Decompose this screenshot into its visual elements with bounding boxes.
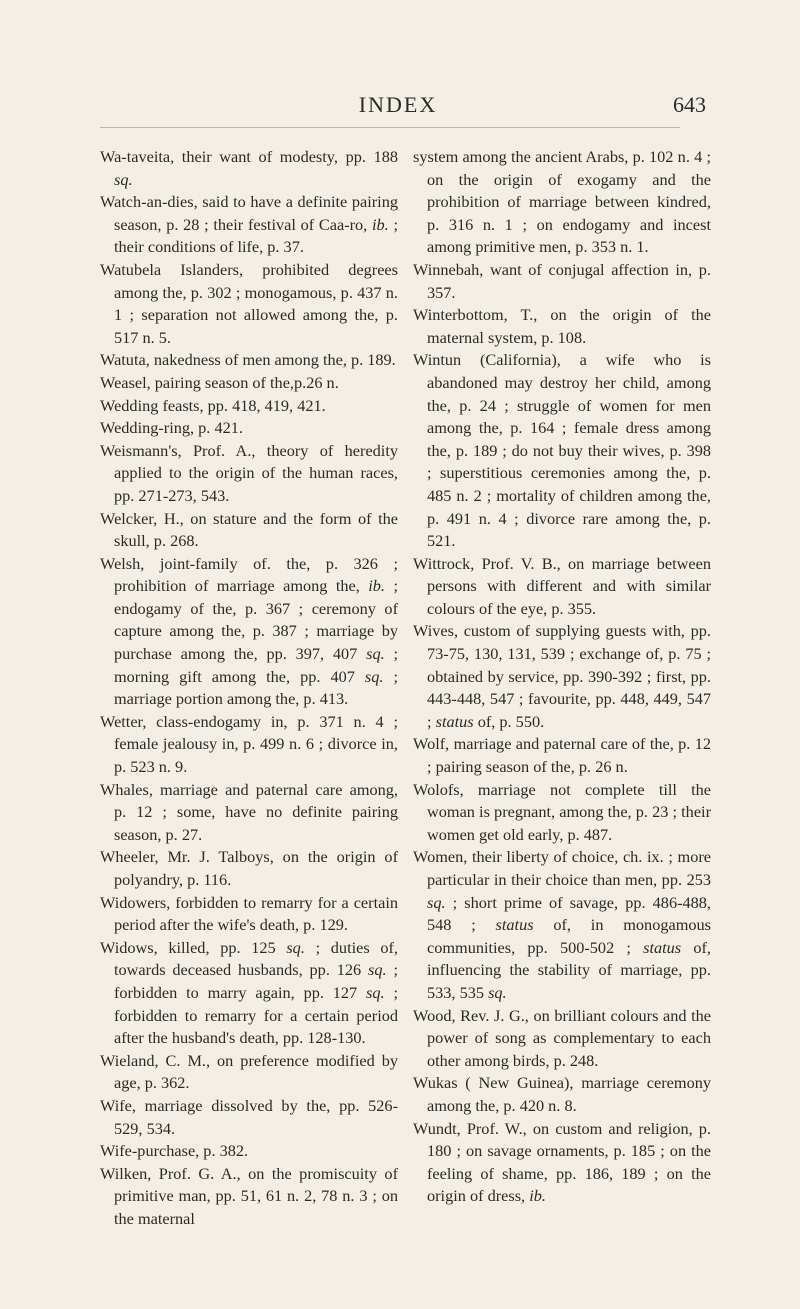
index-entry: Watubela Islanders, prohibited degrees among the, p. 302 ; monogamous, p. 437 n. 1 ; separation not allowed among the, p. 517 n. 5.: [100, 259, 398, 347]
index-entry: Welsh, joint-family of. the, p. 326 ; prohibition of marriage among the, ib. ; endogamy of the, p. 367 ; ceremony of capture among the, p. 387 ; marriage by purchase among the, pp. 397, 407 sq. ; morning gift among the, pp. 407 sq. ; marriage portion among the, p. 413.: [100, 553, 398, 709]
page-number: 643: [673, 92, 706, 117]
index-entry: Winterbottom, T., on the origin of the maternal system, p. 108.: [413, 305, 711, 347]
index-entry: Weasel, pairing season of the,p.26 n.: [100, 372, 339, 392]
index-entry: Watch-an-dies, said to have a definite pairing season, p. 28 ; their festival of Caa-ro, ib. ; their conditions of life, p. 37.: [100, 192, 398, 257]
index-column-right: [413, 146, 711, 1208]
index-entry: Wetter, class-endogamy in, p. 371 n. 4 ; female jealousy in, p. 499 n. 6 ; divorce in, p. 523 n. 9.: [100, 711, 398, 777]
index-entry: Welcker, H., on stature and the form of the skull, p. 268.: [100, 508, 398, 551]
index-entry: Wood, Rev. J. G., on brilliant colours and the power of song as complementary to each other among birds, p. 248.: [413, 1005, 711, 1070]
index-entry: Women, their liberty of choice, ch. ix. ; more particular in their choice than men, pp. 253 sq. ; short prime of savage, pp. 486-488, 548 ; status of, in monogamous communities, pp. 500-502 ; status of, influencing the stability of marriage, pp. 533, 535 sq.: [413, 847, 711, 1002]
index-entry: Weismann's, Prof. A., theory of heredity applied to the origin of the human races, pp. 271-273, 543.: [100, 440, 398, 505]
index-column-left: [100, 146, 398, 1231]
index-entry: Watuta, nakedness of men among the, p. 189.: [100, 350, 396, 370]
index-entry: Wedding-ring, p. 421.: [100, 418, 243, 438]
index-entry: Wheeler, Mr. J. Talboys, on the origin of polyandry, p. 116.: [100, 847, 398, 889]
index-entry: Wife-purchase, p. 382.: [100, 1141, 249, 1161]
index-entry: Wundt, Prof. W., on custom and religion, p. 180 ; on savage ornaments, p. 185 ; on the feeling of shame, pp. 186, 189 ; on the origin of dress, ib.: [413, 1118, 711, 1206]
index-entry: Wife, marriage dissolved by the, pp. 526-529, 534.: [100, 1095, 398, 1138]
index-entry: Wives, custom of supplying guests with, pp. 73-75, 130, 131, 539 ; exchange of, p. 75 ; obtained by service, pp. 390-392 ; first, pp. 443-448, 547 ; favourite, pp. 448, 449, 547 ; status of, p. 550.: [413, 621, 711, 731]
index-entry: Wittrock, Prof. V. B., on marriage between persons with different and with similar colours of the eye, p. 355.: [413, 553, 711, 618]
index-entry: Wilken, Prof. G. A., on the promiscuity of primitive man, pp. 51, 61 n. 2, 78 n. 3 ; on the maternal: [100, 1163, 398, 1228]
running-title: INDEX: [358, 92, 438, 117]
index-entry: Widows, killed, pp. 125 sq. ; duties of, towards deceased husbands, pp. 126 sq. ; forbidden to marry again, pp. 127 sq. ; forbidden to remarry for a certain period after the husband's death, pp. 128-130.: [100, 937, 398, 1048]
index-entry: Wedding feasts, pp. 418, 419, 421.: [100, 395, 326, 415]
index-entry: Wieland, C. M., on preference modified by age, p. 362.: [100, 1050, 398, 1093]
index-entry: Winnebah, want of conjugal affection in, p. 357.: [413, 259, 711, 302]
index-entry: Wolf, marriage and paternal care of the, p. 12 ; pairing season of the, p. 26 n.: [413, 734, 711, 777]
index-entry: Wukas ( New Guinea), marriage ceremony among the, p. 420 n. 8.: [413, 1073, 711, 1115]
index-entry: system among the ancient Arabs, p. 102 n. 4 ; on the origin of exogamy and the prohibition of marriage between kindred, p. 316 n. 1 ; on endogamy and incest among primitive men, p. 353 n. 1.: [413, 147, 711, 257]
page-header: [88, 92, 708, 122]
index-entry: Whales, marriage and paternal care among, p. 12 ; some, have no definite pairing season, p. 27.: [100, 779, 398, 844]
index-entry: Wintun (California), a wife who is abandoned may destroy her child, among the, p. 24 ; struggle of women for men among the, p. 164 ; female dress among the, p. 189 ; do not buy their wives, p. 398 ; superstitious ceremonies among the, p. 485 n. 2 ; mortality of children among the, p. 491 n. 4 ; divorce rare among the, p. 521.: [413, 350, 711, 551]
header-rule: [100, 127, 680, 128]
index-entry: Wolofs, marriage not complete till the woman is pregnant, among the, p. 23 ; their women get old early, p. 487.: [413, 779, 711, 844]
index-entry: Widowers, forbidden to remarry for a certain period after the wife's death, p. 129.: [100, 892, 398, 935]
index-entry: Wa-taveita, their want of modesty, pp. 188 sq.: [100, 147, 398, 189]
